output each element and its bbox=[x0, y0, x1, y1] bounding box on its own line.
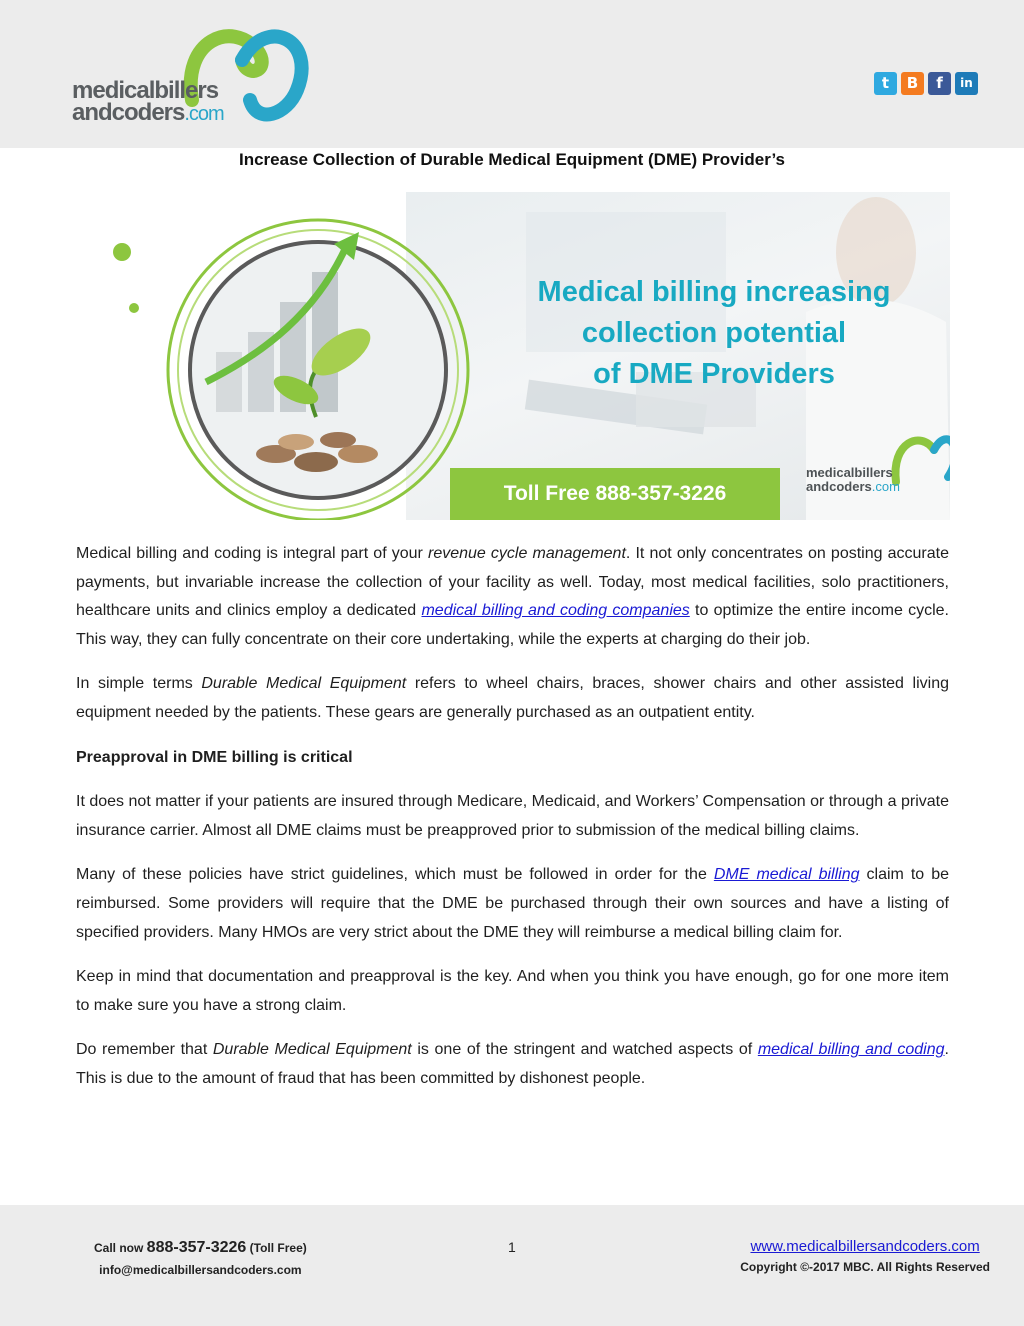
banner-headline-line-2: collection potential bbox=[581, 317, 847, 349]
social-links bbox=[874, 72, 978, 95]
link-medical-billing-and-coding[interactable]: medical billing and coding bbox=[757, 1041, 945, 1059]
banner-image bbox=[76, 192, 950, 520]
banner-logo-suffix: .com bbox=[871, 479, 900, 494]
paragraph-documentation: Keep in mind that documentation and preapproval is the key. And when you think you have enough, go for one more item to make sure you have a strong claim. bbox=[76, 968, 949, 1014]
page-footer bbox=[0, 1205, 1024, 1326]
page-number: 1 bbox=[508, 1239, 516, 1255]
link-medical-billing-coding-companies[interactable]: medical billing and coding companies bbox=[421, 602, 690, 620]
logo-wordmark bbox=[72, 77, 224, 126]
text-run: Do remember that bbox=[76, 1041, 213, 1059]
footer-call-prefix: Call now bbox=[94, 1241, 147, 1255]
text-run: In simple terms bbox=[76, 675, 202, 693]
logo-line-2: andcoders bbox=[72, 99, 185, 126]
banner-headline bbox=[484, 272, 944, 395]
article-body bbox=[76, 540, 949, 1110]
text-run: Medical billing and coding is integral part of your bbox=[76, 545, 428, 562]
text-run: to optimize the entire income cycle. This way, they can fully concentrate on their core undertaking, while the experts at charging do their job. bbox=[76, 602, 950, 648]
emphasis-dme: Durable Medical Equipment bbox=[201, 675, 407, 693]
logo-line-1: medicalbillers bbox=[72, 77, 219, 104]
paragraph-dme-definition bbox=[76, 670, 949, 727]
paragraph-insurance: It does not matter if your patients are insured through Medicare, Medicaid, and Workers’ Compensation or through a private insurance carrier. Almost all DME claims must be preapproved prior to submission of the medical billing claims. bbox=[76, 793, 949, 839]
footer-email[interactable]: info@medicalbillersandcoders.com bbox=[99, 1263, 302, 1277]
logo-suffix: .com bbox=[184, 103, 224, 125]
blogger-icon[interactable]: B bbox=[901, 72, 924, 95]
page-title: Increase Collection of Durable Medical Equipment (DME) Provider’s bbox=[238, 150, 785, 169]
linkedin-icon[interactable]: in bbox=[955, 72, 978, 95]
text-run: Many of these policies have strict guidelines, which must be followed in order for the bbox=[76, 866, 714, 884]
footer-site-info bbox=[740, 1237, 990, 1277]
banner-logo-line-2: andcoders bbox=[806, 479, 872, 494]
text-run: . This is due to the amount of fraud that has been committed by dishonest people. bbox=[76, 1041, 949, 1087]
facebook-icon[interactable]: f bbox=[928, 72, 951, 95]
banner-logo-wordmark bbox=[806, 466, 900, 494]
banner-headline-line-1: Medical billing increasing bbox=[537, 276, 891, 308]
paragraph-fraud bbox=[76, 1036, 949, 1093]
text-run: refers to wheel chairs, braces, shower chairs and other assisted living equipment needed by the patients. These gears are generally purchased as an outpatient entity. bbox=[76, 675, 950, 721]
paragraph-guidelines bbox=[76, 861, 949, 947]
company-logo[interactable] bbox=[72, 20, 312, 132]
banner-toll-free: Toll Free 888-357-3226 bbox=[503, 482, 727, 505]
footer-copyright: Copyright ©-2017 MBC. All Rights Reserved bbox=[740, 1260, 990, 1274]
footer-toll-free: (Toll Free) bbox=[246, 1241, 307, 1255]
text-run: claim to be reimbursed. Some providers will require that the DME be purchased through their own sources and have a listing of specified providers. Many HMOs are very strict about the DME they will reimburse a medical billing claim for. bbox=[76, 866, 950, 941]
text-run: is one of the stringent and watched aspects of bbox=[411, 1041, 758, 1059]
footer-phone[interactable]: 888-357-3226 bbox=[146, 1239, 247, 1256]
subheading-preapproval: Preapproval in DME billing is critical bbox=[76, 748, 353, 766]
text-run: . It not only concentrates on posting accurate payments, but invariable increase the collection of your facility as well. Today, most medical facilities, solo practitioners, healthcare units and clinics employ a dedicated bbox=[76, 545, 950, 620]
page-header bbox=[0, 0, 1024, 148]
footer-contact bbox=[94, 1237, 307, 1281]
link-dme-medical-billing[interactable]: DME medical billing bbox=[713, 866, 860, 884]
emphasis-dme: Durable Medical Equipment bbox=[212, 1041, 412, 1059]
banner-headline-line-3: of DME Providers bbox=[593, 358, 835, 390]
emphasis-revenue-cycle: revenue cycle management bbox=[428, 545, 626, 562]
paragraph-intro bbox=[76, 540, 949, 654]
footer-website-link[interactable]: www.medicalbillersandcoders.com bbox=[750, 1238, 980, 1255]
twitter-icon[interactable]: t bbox=[874, 72, 897, 95]
banner-logo-line-1: medicalbillers bbox=[806, 465, 893, 480]
